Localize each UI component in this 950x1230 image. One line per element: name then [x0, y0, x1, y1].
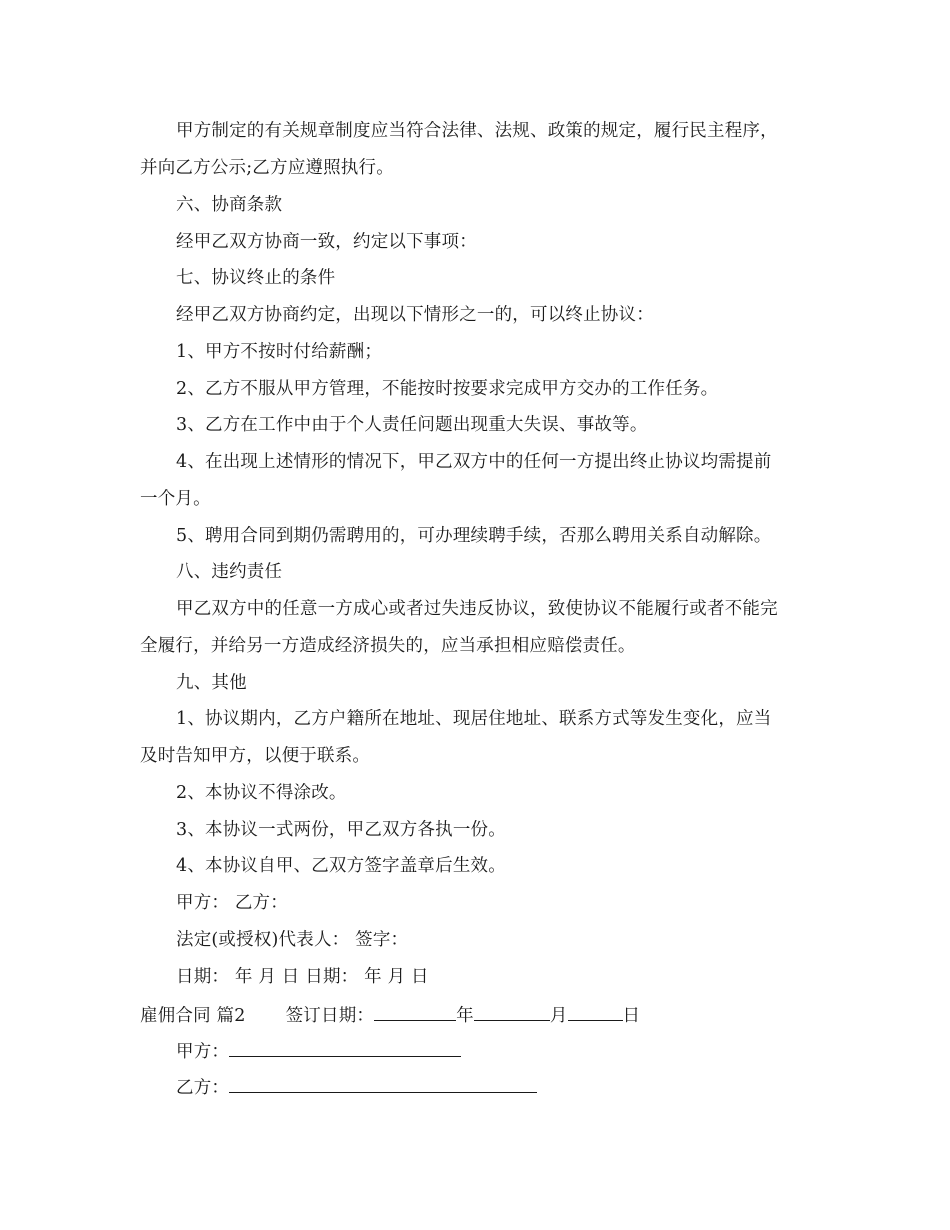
party-a-line — [140, 1040, 856, 1062]
section-heading: 七、协议终止的条件 — [176, 268, 336, 288]
paragraph-line: 经甲乙双方协商约定，出现以下情形之一的，可以终止协议： — [176, 305, 654, 325]
party-b-label: 乙方： — [176, 1078, 230, 1098]
party-a-label: 甲方： — [176, 1042, 230, 1062]
list-item: 5、聘用合同到期仍需聘用的，可办理续聘手续，否那么聘用关系自动解除。 — [176, 526, 772, 546]
paragraph-line: 并向乙方公示;乙方应遵照执行。 — [140, 158, 394, 178]
list-item: 4、在出现上述情形的情况下，甲乙双方中的任何一方提出终止协议均需提前 — [176, 452, 772, 472]
sign-day-blank — [568, 1004, 623, 1021]
paragraph-line: 及时告知甲方，以便于联系。 — [140, 746, 371, 766]
list-item: 1、协议期内，乙方户籍所在地址、现居住地址、联系方式等发生变化，应当 — [176, 709, 772, 729]
sign-year-blank — [374, 1004, 456, 1021]
contract2-header — [140, 1004, 820, 1026]
section-heading: 八、违约责任 — [176, 562, 283, 582]
paragraph-line: 经甲乙双方协商一致，约定以下事项： — [176, 232, 477, 252]
sign-date-label: 签订日期： — [285, 1006, 375, 1026]
list-item: 2、乙方不服从甲方管理，不能按时按要求完成甲方交办的工作任务。 — [176, 379, 719, 399]
list-item: 3、本协议一式两份，甲乙双方各执一份。 — [176, 820, 506, 840]
list-item: 1、甲方不按时付给薪酬； — [176, 342, 383, 362]
list-item: 3、乙方在工作中由于个人责任问题出现重大失误、事故等。 — [176, 415, 648, 435]
sign-month-blank — [474, 1004, 550, 1021]
paragraph-line: 甲方制定的有关规章制度应当符合法律、法规、政策的规定，履行民主程序， — [176, 121, 778, 141]
signature-dates: 日期： 年 月 日 日期： 年 月 日 — [176, 967, 429, 987]
contract2-title: 雇佣合同 篇2 — [140, 1006, 246, 1026]
party-a-blank — [229, 1040, 461, 1057]
paragraph-line: 全履行，并给另一方造成经济损失的，应当承担相应赔偿责任。 — [140, 636, 636, 656]
signature-representative: 法定(或授权)代表人： 签字： — [176, 930, 409, 950]
section-heading: 九、其他 — [176, 673, 247, 693]
party-b-blank — [229, 1076, 537, 1093]
paragraph-line: 甲乙双方中的任意一方成心或者过失违反协议，致使协议不能履行或者不能完 — [176, 599, 778, 619]
section-heading: 六、协商条款 — [176, 195, 283, 215]
party-b-line — [140, 1076, 856, 1098]
list-item: 2、本协议不得涂改。 — [176, 783, 347, 803]
year-label: 年 — [456, 1006, 474, 1026]
month-label: 月 — [549, 1006, 568, 1026]
list-item: 4、本协议自甲、乙双方签字盖章后生效。 — [176, 856, 506, 876]
paragraph-line: 一个月。 — [140, 489, 211, 509]
signature-parties: 甲方： 乙方： — [176, 893, 288, 913]
day-label: 日 — [622, 1006, 641, 1026]
